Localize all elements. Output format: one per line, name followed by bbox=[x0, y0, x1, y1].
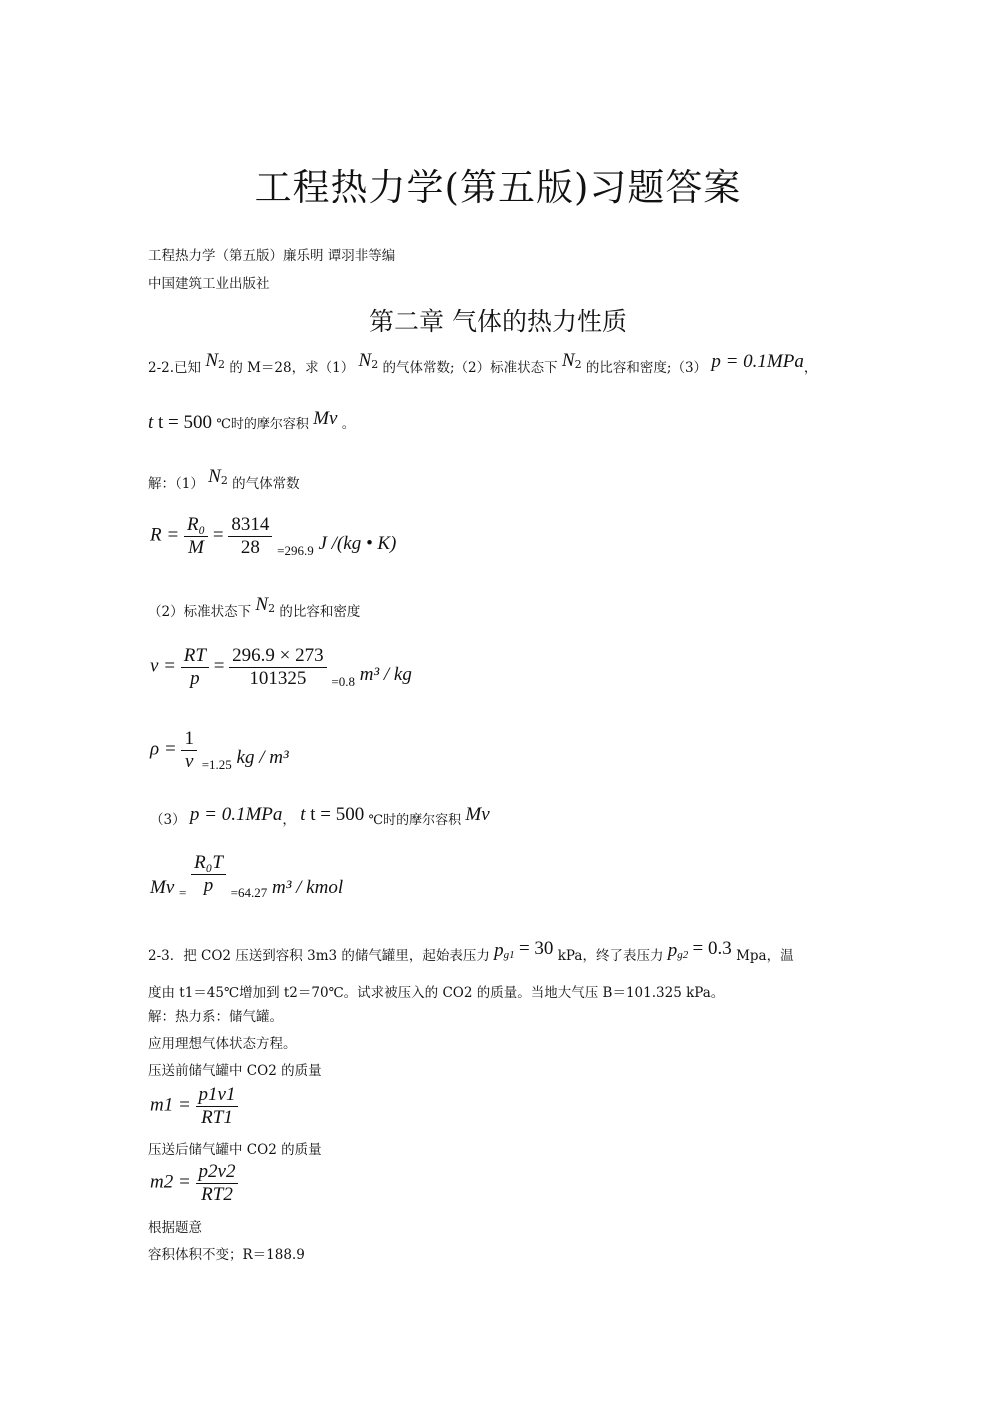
m1-equation: m1 = $\frac{p1v1}{RT1}$ bbox=[150, 1084, 238, 1129]
problem-2-2-line2: t t = 500 ℃时的摩尔容积 Mv 。 bbox=[148, 408, 356, 433]
problem-2-3-line1: 2-3．把 CO2 压送到容积 3m3 的储气罐里，起始表压力 pg1 = 30 kPa，终了表压力 pg2 = 0.3 Mpa，温 bbox=[148, 938, 794, 964]
molar-volume-equation: Mv $_=$ $\frac{\text{R₀T}}{p}$ $_{=64.27}$ m³ / kmol bbox=[150, 852, 344, 900]
temperature-expr: t t = 500 bbox=[148, 412, 213, 433]
problem-2-3-solution: 解：热力系：储气罐。 bbox=[148, 1009, 283, 1025]
problem-2-3-method: 应用理想气体状态方程。 bbox=[148, 1036, 297, 1052]
n2-symbol: N bbox=[205, 350, 219, 371]
problem-2-3-given: 根据题意 bbox=[148, 1220, 202, 1236]
problem-2-3-before: 压送前储气罐中 CO2 的质量 bbox=[148, 1063, 322, 1079]
solution-part3-heading: （3） p = 0.1MPa， t t = 500 ℃时的摩尔容积 Mv bbox=[150, 804, 490, 828]
problem-2-2-line1: 2-2.已知 $N^2$ 的 M＝28，求（1） $N^2$ 的气体常数;（2）标准状态下 $N^2$ 的比容和密度;（3） p = 0.1MPa， bbox=[148, 350, 818, 376]
page-title: 工程热力学(第五版)习题答案 bbox=[254, 166, 742, 209]
chapter-title: 第二章 气体的热力性质 bbox=[369, 307, 627, 336]
solution-part2-heading: （2）标准状态下 $N^2$ 的比容和密度 bbox=[148, 594, 361, 620]
pressure-expr: p = 0.1MPa bbox=[711, 351, 804, 372]
problem-2-3-line2: 度由 t1＝45℃增加到 t2＝70℃。试求被压入的 CO2 的质量。当地大气压 B＝101.325 kPa。 bbox=[148, 985, 725, 1001]
gas-constant-equation: R = $\frac{\text{R₀}}{M}$ = $\frac{8314}{28}$ $_{=296.9}$ J /(kg • K) bbox=[150, 514, 397, 558]
solution-intro: 解：（1） $N^2$ 的气体常数 bbox=[148, 466, 300, 492]
density-equation: ρ = $\frac{1}{v}$ $_{=1.25}$ kg / m³ bbox=[150, 728, 289, 772]
problem-2-3-constant: 容积体积不变；R＝188.9 bbox=[148, 1247, 305, 1263]
specific-volume-equation: v = $\frac{RT}{p}$ = $\frac{296.9 \times 273}{101325}$ $_{=0.8}$ m³ / kg bbox=[150, 645, 412, 689]
problem-2-3-after: 压送后储气罐中 CO2 的质量 bbox=[148, 1142, 322, 1158]
publisher: 中国建筑工业出版社 bbox=[148, 276, 270, 292]
m2-equation: m2 = $\frac{p2v2}{RT2}$ bbox=[150, 1161, 238, 1206]
book-info: 工程热力学（第五版）廉乐明 谭羽非等编 bbox=[148, 248, 396, 264]
